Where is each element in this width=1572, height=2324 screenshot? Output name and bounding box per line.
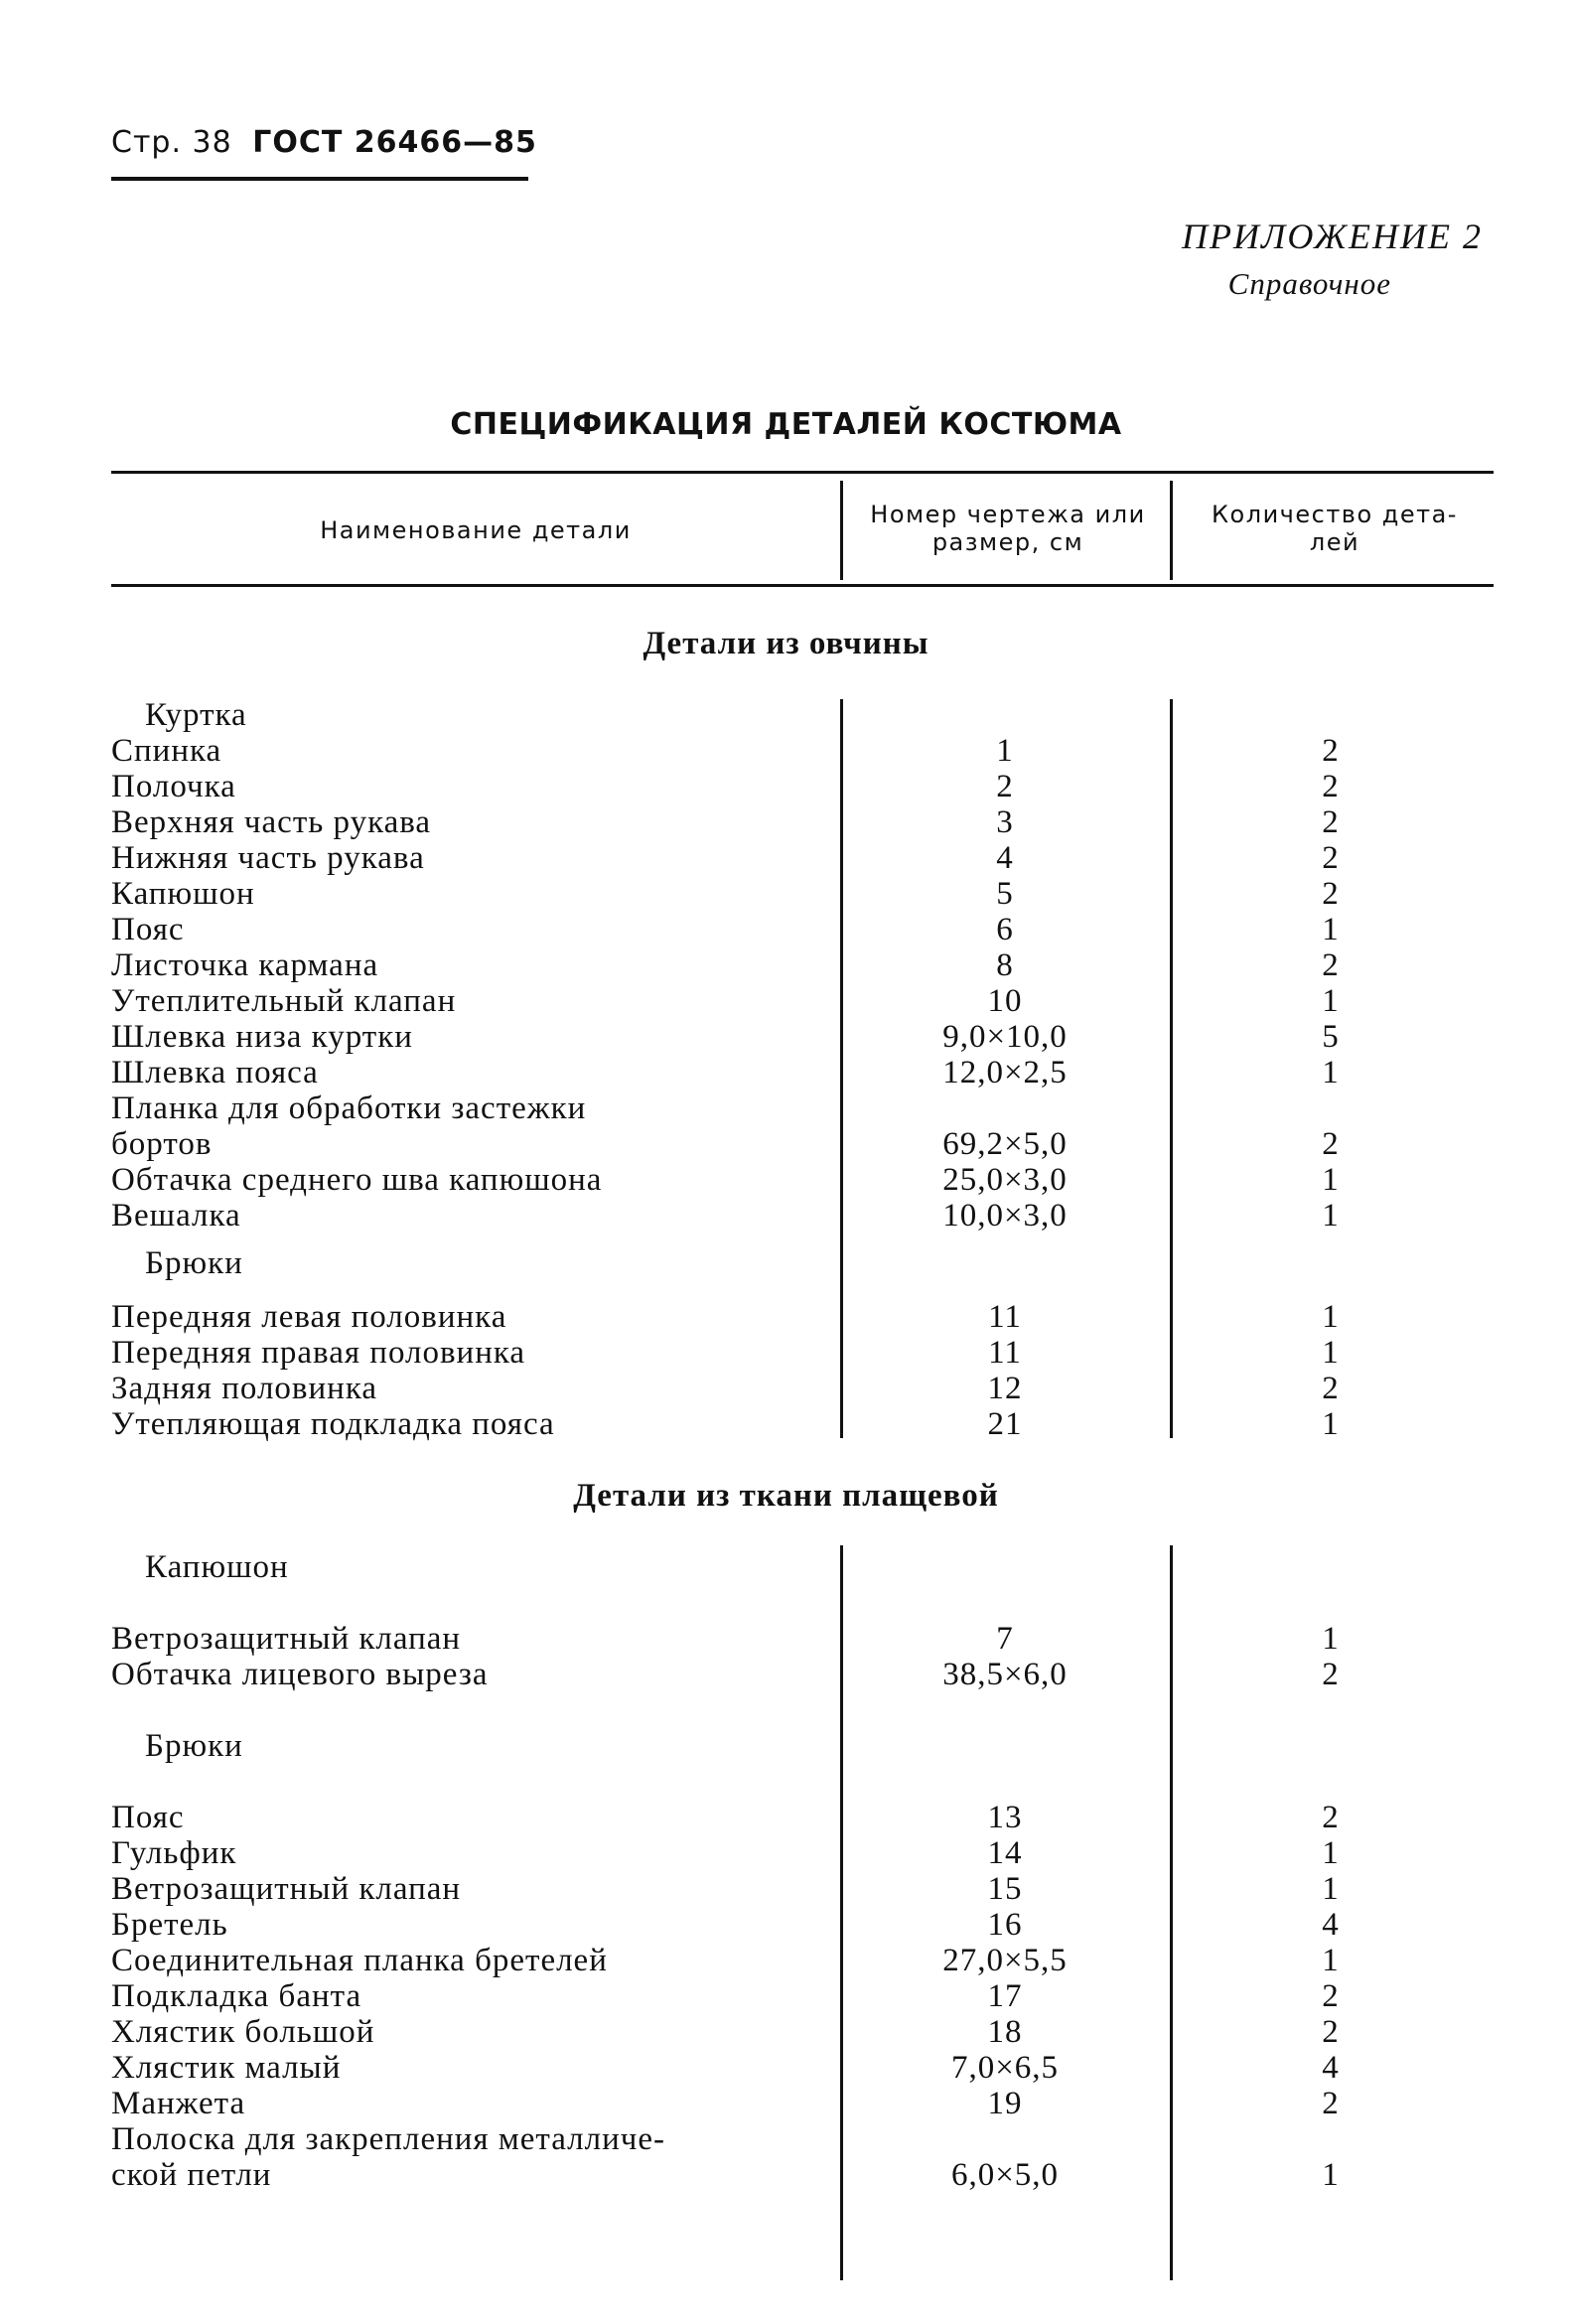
table-row (0, 1907, 1572, 1943)
part-quantity: 1 (1322, 1055, 1340, 1090)
part-name: Ветрозащитный клапан (111, 1621, 462, 1657)
drawing-number: 6 (996, 912, 1014, 947)
appendix-label (1182, 213, 1483, 308)
column-header-number (846, 501, 1170, 556)
part-name: Шлевка низа куртки (111, 1019, 413, 1055)
table-row (0, 876, 1572, 912)
part-quantity: 1 (1322, 1299, 1340, 1335)
part-name: Вешалка (111, 1198, 241, 1234)
drawing-number: 21 (987, 1406, 1023, 1442)
drawing-number: 10 (987, 983, 1023, 1019)
part-quantity: 2 (1322, 804, 1340, 840)
part-name: Пояс (111, 1800, 185, 1835)
part-quantity: 2 (1322, 2086, 1340, 2121)
table-row (0, 840, 1572, 876)
part-name: Гульфик (111, 1835, 237, 1871)
part-name: ской петли (111, 2157, 272, 2193)
part-name: Капюшон (111, 876, 255, 912)
part-quantity: 2 (1322, 2014, 1340, 2050)
part-name: Верхняя часть рукава (111, 804, 432, 840)
header-divider-2 (1170, 481, 1173, 580)
part-name: Пояс (111, 912, 185, 947)
part-quantity: 4 (1322, 1907, 1340, 1943)
part-quantity: 1 (1322, 1835, 1340, 1871)
part-quantity: 1 (1322, 2157, 1340, 2193)
part-name: Полоска для закрепления металличе- (111, 2121, 665, 2157)
part-name: Хлястик большой (111, 2014, 375, 2050)
part-quantity: 2 (1322, 1371, 1340, 1406)
part-name: Куртка (145, 697, 247, 733)
standard-code: ГОСТ 26466—85 (252, 125, 537, 160)
part-name: Брюки (145, 1728, 243, 1764)
drawing-number: 12 (987, 1371, 1023, 1406)
table-row (0, 1090, 1572, 1126)
table-row (0, 1055, 1572, 1090)
table-group-heading (0, 1728, 1572, 1764)
drawing-number: 6,0×5,0 (950, 2157, 1060, 2193)
part-name: Шлевка пояса (111, 1055, 319, 1090)
drawing-number: 7,0×6,5 (950, 2050, 1060, 2086)
part-quantity: 2 (1322, 1657, 1340, 1692)
page-number: Стр. 38 (111, 125, 232, 160)
drawing-number: 17 (987, 1978, 1023, 2014)
part-name: Бретель (111, 1907, 228, 1943)
table-row (0, 1978, 1572, 2014)
part-quantity: 2 (1322, 876, 1340, 912)
part-quantity: 5 (1322, 1019, 1340, 1055)
table-row (0, 912, 1572, 947)
drawing-number: 69,2×5,0 (942, 1126, 1068, 1162)
part-quantity: 2 (1322, 769, 1340, 804)
table-top-rule (111, 471, 1494, 474)
column-header-number-line1: Номер чертежа или (870, 501, 1146, 528)
part-name: Утеплительный клапан (111, 983, 457, 1019)
part-quantity: 1 (1322, 912, 1340, 947)
table-row (0, 733, 1572, 769)
header-underline (111, 177, 528, 181)
drawing-number: 15 (987, 1871, 1023, 1907)
table-row (0, 1657, 1572, 1692)
table-row (0, 2050, 1572, 2086)
table-row (0, 947, 1572, 983)
drawing-number: 1 (996, 733, 1014, 769)
part-name: Спинка (111, 733, 222, 769)
part-name: Хлястик малый (111, 2050, 342, 2086)
part-quantity: 1 (1322, 1621, 1340, 1657)
part-name: Брюки (145, 1245, 243, 1281)
part-name: Листочка кармана (111, 947, 379, 983)
part-name: Капюшон (145, 1549, 289, 1585)
drawing-number: 18 (987, 2014, 1023, 2050)
table-row (0, 1871, 1572, 1907)
drawing-number: 11 (988, 1299, 1022, 1335)
header-divider-1 (840, 481, 843, 580)
table-row (0, 1406, 1572, 1442)
part-name: Утепляющая подкладка пояса (111, 1406, 555, 1442)
table-row (0, 1621, 1572, 1657)
column-header-number-line2: размер, см (931, 528, 1084, 556)
column-header-quantity-line1: Количество дета- (1212, 501, 1458, 528)
drawing-number: 16 (987, 1907, 1023, 1943)
part-quantity: 1 (1322, 1406, 1340, 1442)
drawing-number: 11 (988, 1335, 1022, 1371)
table-row (0, 1162, 1572, 1198)
table-group-heading (0, 1549, 1572, 1585)
section-title-raincoat-fabric: Детали из ткани плащевой (573, 1478, 999, 1514)
part-name: Обтачка среднего шва капюшона (111, 1162, 603, 1198)
part-quantity: 2 (1322, 1978, 1340, 2014)
part-quantity: 2 (1322, 1800, 1340, 1835)
part-name: Планка для обработки застежки (111, 1090, 587, 1126)
drawing-number: 12,0×2,5 (942, 1055, 1068, 1090)
drawing-number: 9,0×10,0 (942, 1019, 1068, 1055)
part-quantity: 2 (1322, 840, 1340, 876)
column-header-name: Наименование детали (320, 516, 632, 544)
table-row (0, 2086, 1572, 2121)
table-row (0, 983, 1572, 1019)
table-row (0, 2157, 1572, 2193)
part-name: Передняя правая половинка (111, 1335, 526, 1371)
part-name: Полочка (111, 769, 236, 804)
part-quantity: 2 (1322, 1126, 1340, 1162)
drawing-number: 2 (996, 769, 1014, 804)
table-row (0, 804, 1572, 840)
table-row (0, 1371, 1572, 1406)
drawing-number: 25,0×3,0 (942, 1162, 1068, 1198)
drawing-number: 8 (996, 947, 1014, 983)
column-header-quantity (1176, 501, 1494, 556)
table-row (0, 2014, 1572, 2050)
table-row (0, 1126, 1572, 1162)
table-row (0, 2121, 1572, 2157)
part-name: Соединительная планка бретелей (111, 1943, 608, 1978)
drawing-number: 7 (996, 1621, 1014, 1657)
part-quantity: 1 (1322, 1198, 1340, 1234)
table-row (0, 1019, 1572, 1055)
part-quantity: 2 (1322, 733, 1340, 769)
appendix-title: ПРИЛОЖЕНИЕ 2 (1182, 217, 1483, 256)
table-row (0, 769, 1572, 804)
part-quantity: 2 (1322, 947, 1340, 983)
table-group-heading (0, 697, 1572, 733)
part-name: Обтачка лицевого выреза (111, 1657, 489, 1692)
part-name: Нижняя часть рукава (111, 840, 425, 876)
drawing-number: 27,0×5,5 (942, 1943, 1068, 1978)
drawing-number: 4 (996, 840, 1014, 876)
section-title-sheepskin: Детали из овчины (643, 626, 929, 661)
part-name: Ветрозащитный клапан (111, 1871, 462, 1907)
drawing-number: 38,5×6,0 (942, 1657, 1068, 1692)
page-header (111, 125, 537, 160)
table-row (0, 1299, 1572, 1335)
table-row (0, 1835, 1572, 1871)
part-name: Передняя левая половинка (111, 1299, 507, 1335)
part-quantity: 1 (1322, 1335, 1340, 1371)
table-header-rule (111, 584, 1494, 587)
table-row (0, 1198, 1572, 1234)
part-quantity: 1 (1322, 1943, 1340, 1978)
table-group-heading (0, 1245, 1572, 1281)
part-name: Манжета (111, 2086, 246, 2121)
part-name: бортов (111, 1126, 213, 1162)
drawing-number: 10,0×3,0 (942, 1198, 1068, 1234)
table-row (0, 1335, 1572, 1371)
appendix-subtitle: Справочное (1227, 266, 1391, 301)
drawing-number: 13 (987, 1800, 1023, 1835)
part-quantity: 4 (1322, 2050, 1340, 2086)
drawing-number: 19 (987, 2086, 1023, 2121)
drawing-number: 3 (996, 804, 1014, 840)
part-quantity: 1 (1322, 983, 1340, 1019)
document-title: СПЕЦИФИКАЦИЯ ДЕТАЛЕЙ КОСТЮМА (450, 407, 1122, 442)
drawing-number: 14 (987, 1835, 1023, 1871)
part-quantity: 1 (1322, 1162, 1340, 1198)
table-row (0, 1943, 1572, 1978)
table-row (0, 1800, 1572, 1835)
column-header-quantity-line2: лей (1309, 528, 1360, 556)
part-quantity: 1 (1322, 1871, 1340, 1907)
part-name: Задняя половинка (111, 1371, 378, 1406)
part-name: Подкладка банта (111, 1978, 362, 2014)
drawing-number: 5 (996, 876, 1014, 912)
